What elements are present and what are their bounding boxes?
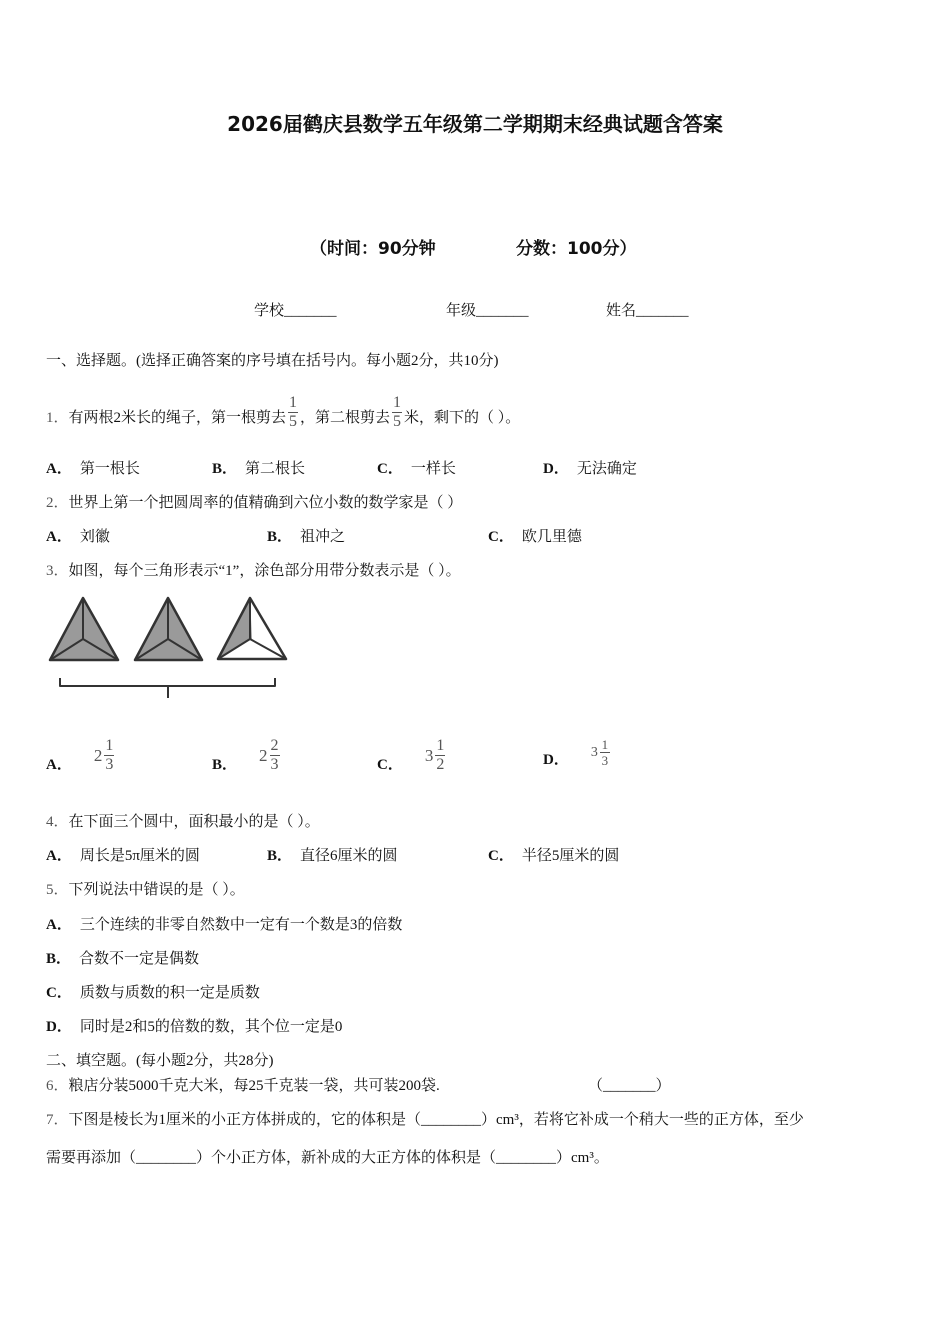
text-span: 3． (46, 563, 69, 579)
q6-answer-blank[interactable]: （_______） (588, 1078, 671, 1094)
text-span: 7． (46, 1112, 69, 1128)
question-7-continued: 需要再添加（________）个小正方体，新补成的大正方体的体积是（________）cm³。 (46, 1150, 609, 1166)
text-span: 2 (270, 737, 279, 754)
text-span: 在下面三个圆中，面积最小的是（ ）。 (68, 814, 320, 830)
text-span: 3 (270, 756, 279, 773)
option-letter: B． (267, 529, 293, 545)
text-span: 第二根长 (245, 461, 306, 477)
text-span (435, 737, 445, 774)
question-1 (46, 394, 521, 437)
text-span (94, 737, 117, 774)
option-letter: A． (46, 461, 72, 477)
option-letter: C． (377, 461, 403, 477)
text-span (600, 737, 610, 768)
text-span: 祖冲之 (300, 529, 346, 545)
numerator: 1 (289, 394, 298, 411)
q2-option-b[interactable] (267, 527, 345, 547)
text-span: 2 (259, 745, 268, 765)
text-span: 直径6厘米的圆 (300, 848, 398, 864)
text-span: 合数不一定是偶数 (79, 951, 200, 967)
text-span: 欧几里德 (521, 529, 582, 545)
text-span: 刘徽 (79, 529, 110, 545)
section-1-heading: 一、选择题。(选择正确答案的序号填在括号内。每小题2分，共10分) (46, 353, 499, 369)
q1-option-d[interactable] (543, 459, 637, 479)
q4-option-a[interactable] (46, 846, 200, 866)
text-span: 粮店分装5000千克大米，每25千克装一袋，共可装200袋. (68, 1078, 440, 1094)
text-span: 周长是5π厘米的圆 (79, 848, 200, 864)
text-span (259, 737, 282, 774)
q2-option-a[interactable] (46, 527, 110, 547)
text-span (425, 737, 448, 774)
fraction (392, 394, 402, 431)
text-span: 3 (601, 753, 609, 768)
text-span: 三个连续的非零自然数中一定有一个数是3的倍数 (79, 917, 403, 933)
option-letter: D． (543, 751, 569, 768)
page-title: 2026届鹤庆县数学五年级第二学期期末经典试题含答案 (227, 112, 723, 136)
q3-option-c[interactable] (377, 737, 447, 782)
question-text: 有两根2米长的绳子，第一根剪去 (68, 409, 287, 426)
question-2 (46, 493, 462, 513)
option-letter: A． (46, 529, 72, 545)
text-span: 无法确定 (576, 461, 637, 477)
question-text: 米，剩下的（ ）。 (404, 409, 521, 426)
name-field[interactable]: 姓名_______ (606, 303, 689, 319)
question-5 (46, 880, 245, 900)
text-span: 3 (105, 756, 114, 773)
option-letter: B． (267, 848, 293, 864)
option-letter: C． (488, 848, 514, 864)
text-span: 2． (46, 495, 69, 511)
q5-option-a[interactable] (46, 915, 402, 935)
option-letter: C． (46, 985, 72, 1001)
section-2-heading: 二、填空题。(每小题2分，共28分) (46, 1053, 274, 1069)
q3-option-b[interactable] (212, 737, 282, 782)
q1-option-a[interactable] (46, 459, 140, 479)
option-letter: C． (488, 529, 514, 545)
text-span: 半径5厘米的圆 (521, 848, 620, 864)
text-span: 3 (590, 744, 598, 760)
option-letter: C． (377, 756, 403, 773)
option-letter: B． (212, 756, 238, 773)
q5-option-b[interactable] (46, 949, 199, 969)
text-span: 如图，每个三角形表示“1”，涂色部分用带分数表示是（ ）。 (68, 563, 461, 579)
text-span: 4． (46, 814, 69, 830)
option-letter: B． (46, 951, 72, 967)
text-span: 1 (601, 737, 609, 752)
text-span (270, 737, 280, 774)
q3-option-d[interactable] (543, 737, 612, 776)
text-span: 6． (46, 1078, 69, 1094)
denominator: 5 (393, 413, 402, 430)
question-6 (46, 1076, 440, 1096)
text-span (591, 737, 612, 768)
q1-option-c[interactable] (377, 459, 456, 479)
denominator: 5 (289, 413, 298, 430)
question-7 (46, 1110, 804, 1130)
text-span: 1 (436, 737, 445, 754)
numerator: 1 (393, 394, 402, 411)
text-span: 一样长 (410, 461, 456, 477)
question-text: ，第二根剪去 (300, 409, 391, 426)
text-span: 世界上第一个把圆周率的值精确到六位小数的数学家是（ ） (68, 495, 463, 511)
question-number: 1． (46, 409, 69, 426)
option-letter: B． (212, 461, 238, 477)
option-letter: A． (46, 848, 72, 864)
text-span: 同时是2和5的倍数的数，其个位一定是0 (79, 1019, 343, 1035)
text-span: 2 (436, 756, 445, 773)
text-span: 下图是棱长为1厘米的小正方体拼成的，它的体积是（________）cm³，若将它补成一个稍大一些的正方体，至少 (68, 1112, 804, 1128)
text-span: 第一根长 (79, 461, 140, 477)
q1-option-b[interactable] (212, 459, 305, 479)
school-field[interactable]: 学校_______ (254, 303, 337, 319)
q2-option-c[interactable] (488, 527, 582, 547)
q4-option-b[interactable] (267, 846, 398, 866)
option-letter: A． (46, 756, 72, 773)
text-span: 质数与质数的积一定是质数 (79, 985, 260, 1001)
question-4 (46, 812, 320, 832)
option-letter: A． (46, 917, 72, 933)
q5-option-d[interactable] (46, 1017, 342, 1037)
text-span (60, 678, 275, 698)
text-span (104, 737, 114, 774)
exam-time: （时间：90分钟 (310, 239, 436, 259)
text-span: 下列说法中错误的是（ ）。 (68, 882, 245, 898)
text-span: 5． (46, 882, 69, 898)
grade-field[interactable]: 年级_______ (446, 303, 529, 319)
text-span: 2 (93, 745, 103, 765)
question-3 (46, 561, 461, 581)
q3-option-a[interactable] (46, 737, 116, 782)
text-span: 1 (105, 737, 114, 754)
option-letter: D． (543, 461, 569, 477)
option-letter: D． (46, 1019, 72, 1035)
fraction (288, 394, 298, 431)
q5-option-c[interactable] (46, 983, 260, 1003)
text-span: 3 (424, 745, 434, 765)
exam-score: 分数：100分） (516, 239, 637, 259)
q4-option-c[interactable] (488, 846, 619, 866)
triangles-figure (46, 594, 296, 702)
text-span (50, 598, 286, 698)
